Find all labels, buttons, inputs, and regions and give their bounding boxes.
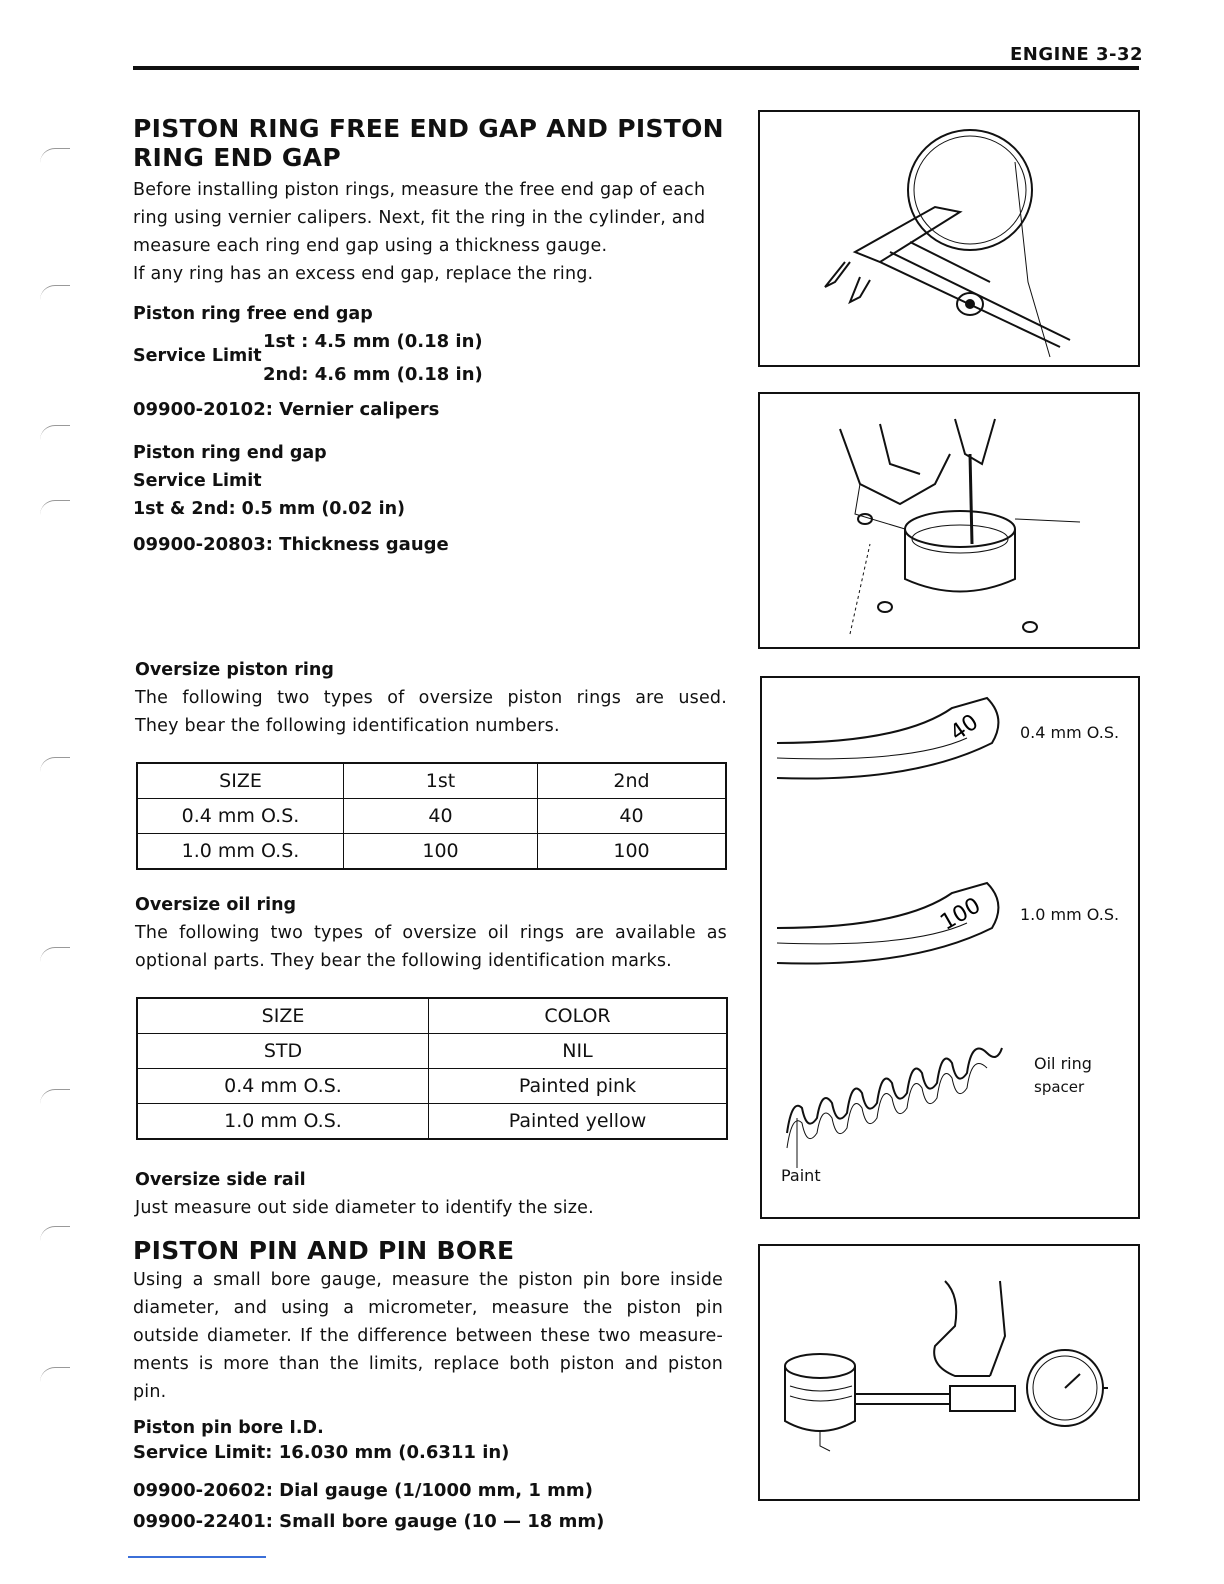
page-header: ENGINE 3-32 [1010,44,1144,65]
margin-mark [40,285,70,300]
section-title: RING END GAP [133,143,341,172]
figure-ring-marks [760,676,1140,1219]
side-rail-heading: Oversize side rail [135,1170,306,1190]
label-paint: Paint [781,1166,821,1185]
paragraph-line: measure each ring end gap using a thickness gauge. [133,236,608,256]
section-piston-ring-gap [133,114,743,288]
margin-mark [40,1226,70,1241]
end-gap-heading: Piston ring end gap [133,443,327,463]
paragraph-line: Using a small bore gauge, measure the piston pin bore inside [133,1270,723,1290]
oversize-ring-heading: Oversize piston ring [135,660,334,680]
header-rule [133,66,1139,70]
tool-small-bore-gauge: 09900-22401: Small bore gauge (10 — 18 mm) [133,1511,605,1532]
margin-mark [40,947,70,962]
table-cell: 40 [538,799,727,834]
margin-mark [40,757,70,772]
side-rail-paragraph: Just measure out side diameter to identify the size. [135,1198,594,1218]
margin-mark [40,1367,70,1382]
oversize-oil-heading: Oversize oil ring [135,895,297,915]
oversize-ring-table [136,762,727,870]
oversize-ring-paragraph [135,684,727,740]
table-header: SIZE [137,998,429,1034]
paragraph-line: Before installing piston rings, measure the free end gap of each [133,180,706,200]
table-row [137,834,726,870]
free-gap-heading: Piston ring free end gap [133,304,373,324]
table-cell: 40 [344,799,538,834]
mark-40: 40 [945,709,984,747]
table-cell: NIL [429,1034,728,1069]
table-cell: 1.0 mm O.S. [137,1104,429,1140]
margin-mark [40,1089,70,1104]
paragraph-line: ments is more than the limits, replace both piston and piston [133,1354,723,1374]
label-04-os: 0.4 mm O.S. [1020,723,1120,742]
table-cell: 1.0 mm O.S. [137,834,344,870]
paragraph-line: If any ring has an excess end gap, replace the ring. [133,264,594,284]
table-cell: 100 [538,834,727,870]
table-cell: 0.4 mm O.S. [137,799,344,834]
table-row [137,799,726,834]
mark-100: 100 [936,893,986,936]
oversize-oil-paragraph [135,919,727,975]
table-cell: 100 [344,834,538,870]
section-piston-pin [133,1236,723,1406]
label-oil-ring: Oil ring [1034,1054,1092,1073]
paragraph-line: ring using vernier calipers. Next, fit the ring in the cylinder, and [133,208,706,228]
label-spacer: spacer [1034,1078,1085,1096]
tool-dial-gauge: 09900-20602: Dial gauge (1/1000 mm, 1 mm) [133,1480,593,1501]
table-header: 2nd [538,763,727,799]
paragraph-line: They bear the following identification numbers. [135,716,560,736]
table-row [137,1034,727,1069]
footer-link-line [128,1556,266,1558]
table-row [137,1069,727,1104]
figure-pin-bore-gauge [758,1244,1140,1501]
caliper-illustration [760,112,1138,365]
paragraph-line: The following two types of oversize oil rings are available as [135,923,727,943]
figure-thickness-gauge [758,392,1140,649]
table-cell: Painted pink [429,1069,728,1104]
table-header: COLOR [429,998,728,1034]
bore-heading: Piston pin bore I.D. [133,1418,324,1438]
paragraph-line: optional parts. They bear the following identification marks. [135,951,672,971]
table-header: SIZE [137,763,344,799]
section-title: PISTON PIN AND PIN BORE [133,1236,515,1265]
margin-mark [40,500,70,515]
paragraph-line: The following two types of oversize piston rings are used. [135,688,727,708]
section-title: PISTON RING FREE END GAP AND PISTON [133,114,724,143]
bore-limit: Service Limit: 16.030 mm (0.6311 in) [133,1442,510,1463]
table-header: 1st [344,763,538,799]
bore-gauge-illustration [760,1246,1138,1499]
margin-mark [40,148,70,163]
figure-vernier-calipers [758,110,1140,367]
free-gap-2nd: 2nd: 4.6 mm (0.18 in) [263,364,483,385]
end-gap-value: 1st & 2nd: 0.5 mm (0.02 in) [133,499,406,519]
table-cell: Painted yellow [429,1104,728,1140]
label-10-os: 1.0 mm O.S. [1020,905,1120,924]
paragraph-line: outside diameter. If the difference between these two measure- [133,1326,723,1346]
tool-vernier-calipers: 09900-20102: Vernier calipers [133,399,440,420]
table-cell: 0.4 mm O.S. [137,1069,429,1104]
free-gap-1st: 1st : 4.5 mm (0.18 in) [263,331,483,352]
oversize-oil-table [136,997,728,1140]
table-header-row [137,998,727,1034]
table-row [137,1104,727,1140]
thickness-gauge-illustration [760,394,1138,647]
paragraph-line: pin. [133,1382,167,1402]
paragraph-line: diameter, and using a micrometer, measure the piston pin [133,1298,723,1318]
table-cell: STD [137,1034,429,1069]
service-limit-label: Service Limit [133,346,262,366]
ring-marks-illustration [762,678,1138,1217]
tool-thickness-gauge: 09900-20803: Thickness gauge [133,534,449,555]
margin-mark [40,425,70,440]
table-header-row [137,763,726,799]
end-gap-service-limit: Service Limit [133,471,262,491]
